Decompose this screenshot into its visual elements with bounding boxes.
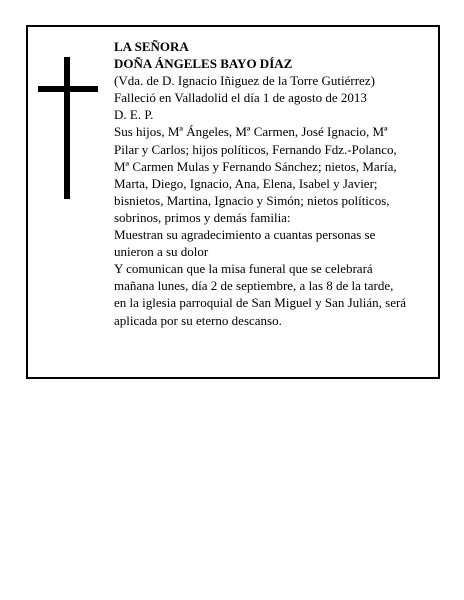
deceased-name: DOÑA ÁNGELES BAYO DÍAZ <box>114 56 293 72</box>
cross-icon <box>38 57 98 199</box>
thanks-line: Muestran su agradecimiento a cuantas personas se <box>114 227 376 243</box>
cross-vertical-bar <box>64 57 70 199</box>
widow-of-line: (Vda. de D. Ignacio Iñiguez de la Torre Gutiérrez) <box>114 73 375 89</box>
notice-text <box>114 38 436 329</box>
obituary-notice <box>26 25 440 379</box>
notice-title: LA SEÑORA <box>114 39 189 54</box>
family-line: Mª Carmen Mulas y Fernando Sánchez; nietos, María, <box>114 158 397 174</box>
family-line: sobrinos, primos y demás familia: <box>114 209 291 225</box>
family-line: Sus hijos, Mª Ángeles, Mª Carmen, José Ignacio, Mª <box>114 124 388 140</box>
death-info-line: Falleció en Valladolid el día 1 de agosto de 2013 <box>114 90 367 106</box>
family-line: Pilar y Carlos; hijos políticos, Fernando Fdz.-Polanco, <box>114 141 397 157</box>
mass-line: aplicada por su eterno descanso. <box>114 312 282 328</box>
mass-line: Y comunican que la misa funeral que se celebrará <box>114 261 373 277</box>
mass-line: mañana lunes, día 2 de septiembre, a las 8 de la tarde, <box>114 278 394 294</box>
thanks-line: unieron a su dolor <box>114 244 209 260</box>
cross-horizontal-bar <box>38 86 98 92</box>
family-line: bisnietos, Martina, Ignacio y Simón; nietos políticos, <box>114 192 390 208</box>
mass-line: en la iglesia parroquial de San Miguel y San Julián, será <box>114 295 407 311</box>
rip-line: D. E. P. <box>114 107 154 123</box>
family-line: Marta, Diego, Ignacio, Ana, Elena, Isabel y Javier; <box>114 175 378 191</box>
